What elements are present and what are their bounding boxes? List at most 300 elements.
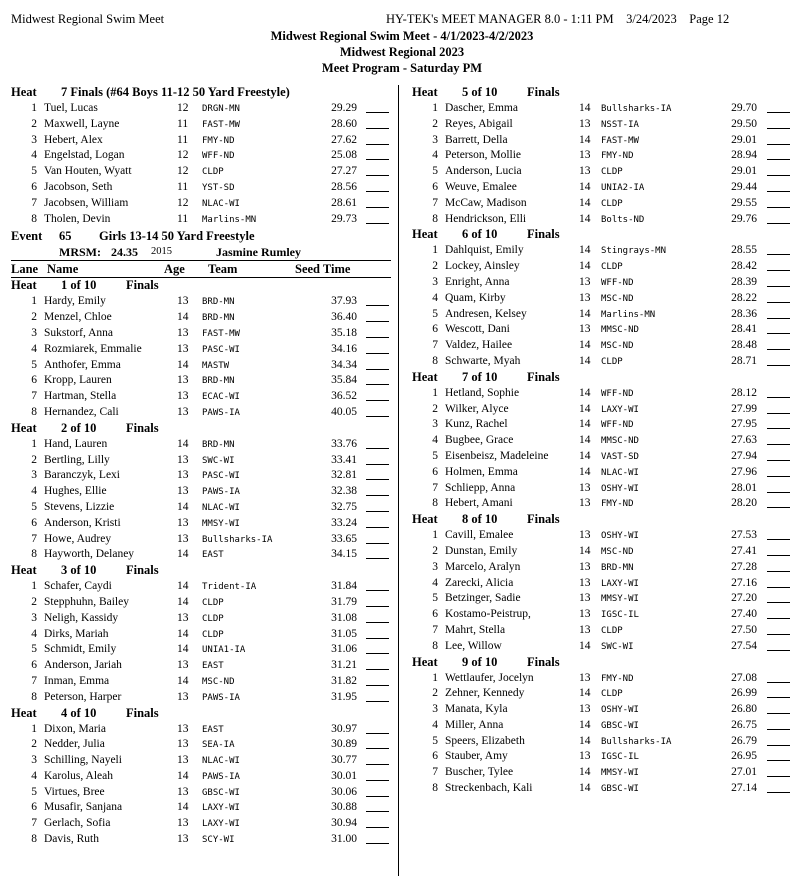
swimmer-team: LAXY-WI	[601, 578, 639, 589]
swimmer-name: Schliepp, Anna	[445, 481, 516, 494]
seed-time: 28.01	[731, 481, 757, 494]
swimmer-team: MSC-ND	[202, 676, 235, 687]
swimmer-row	[11, 674, 391, 690]
result-blank-line	[366, 501, 389, 512]
result-blank-line	[366, 118, 389, 129]
swimmer-name: Kunz, Rachel	[445, 418, 508, 431]
lane-number: 5	[31, 500, 37, 513]
lane-number: 3	[432, 418, 438, 431]
record-holder: Jasmine Rumley	[216, 245, 301, 260]
swimmer-age: 13	[177, 659, 189, 672]
swimmer-age: 13	[177, 390, 189, 403]
result-blank-line	[767, 735, 790, 746]
result-blank-line	[767, 308, 790, 319]
swimmer-team: PASC-WI	[202, 344, 240, 355]
seed-time: 30.06	[331, 785, 357, 798]
heat-number: 7 Finals (#64 Boys 11-12 50 Yard Freestyle)	[61, 85, 290, 99]
result-blank-line	[366, 786, 389, 797]
swimmer-age: 12	[177, 102, 189, 114]
swimmer-row	[11, 579, 391, 595]
result-blank-line	[767, 260, 790, 271]
result-blank-line	[767, 165, 790, 176]
result-blank-line	[767, 592, 790, 603]
seed-time: 35.84	[331, 374, 357, 387]
lane-number: 3	[31, 611, 37, 624]
swimmer-name: Speers, Elizabeth	[445, 734, 525, 747]
result-blank-line	[366, 213, 389, 224]
swimmer-row	[412, 496, 792, 512]
seed-time: 27.16	[731, 576, 757, 589]
swimmer-name: Quam, Kirby	[445, 291, 506, 304]
swimmer-age: 13	[177, 611, 189, 624]
lane-number: 7	[432, 481, 438, 494]
col-lane: Lane	[11, 262, 39, 277]
swimmer-row	[11, 437, 391, 453]
seed-time: 36.52	[331, 390, 357, 403]
swimmer-row	[11, 722, 391, 738]
swimmer-row	[412, 765, 792, 781]
swimmer-row	[11, 658, 391, 674]
lane-number: 3	[432, 275, 438, 288]
heat-number: 8 of 10	[462, 512, 498, 527]
title-line-3: Meet Program - Saturday PM	[321, 61, 483, 75]
swimmer-name: Hebert, Alex	[44, 133, 103, 146]
heat-label: Heat	[11, 563, 37, 578]
event-number: 65	[59, 229, 72, 244]
swimmer-age: 13	[177, 326, 189, 339]
swimmer-name: Karolus, Aleah	[44, 769, 113, 782]
lane-number: 3	[31, 133, 37, 146]
swimmer-row	[11, 468, 391, 484]
swimmer-row	[11, 342, 391, 358]
heat-label: Heat	[11, 705, 37, 720]
result-blank-line	[366, 596, 389, 607]
swimmer-team: MSC-ND	[601, 293, 634, 304]
lane-number: 2	[432, 544, 438, 557]
swimmer-team: MMSY-WI	[601, 594, 639, 605]
heat-header	[412, 655, 792, 671]
swimmer-team: GBSC-WI	[601, 720, 639, 731]
swimmer-age: 14	[177, 500, 189, 513]
seed-time: 28.12	[731, 386, 757, 399]
swimmer-row	[11, 196, 391, 212]
swimmer-age: 13	[177, 833, 189, 846]
swimmer-name: Hebert, Amani	[445, 497, 513, 510]
result-blank-line	[366, 659, 389, 670]
heat-header	[11, 563, 391, 579]
swimmer-team: LAXY-WI	[202, 819, 240, 830]
lane-number: 3	[432, 133, 438, 146]
result-blank-line	[366, 438, 389, 449]
result-blank-line	[767, 244, 790, 255]
swimmer-age: 13	[579, 608, 591, 621]
swimmer-row	[412, 180, 792, 196]
result-blank-line	[366, 454, 389, 465]
result-blank-line	[767, 149, 790, 160]
swimmer-name: Menzel, Chloe	[44, 311, 112, 324]
result-blank-line	[366, 343, 389, 354]
swimmer-name: Kropp, Lauren	[44, 374, 112, 387]
swimmer-row	[11, 133, 391, 149]
swimmer-name: Dascher, Emma	[445, 102, 518, 114]
swimmer-team: UNIA1-IA	[202, 645, 246, 656]
swimmer-age: 13	[579, 323, 591, 336]
swimmer-age: 14	[579, 386, 591, 399]
swimmer-age: 14	[177, 437, 189, 450]
swimmer-name: Miller, Anna	[445, 718, 504, 731]
seed-time: 31.82	[331, 674, 357, 687]
swimmer-age: 13	[177, 754, 189, 767]
swimmer-age: 14	[177, 643, 189, 656]
result-blank-line	[767, 672, 790, 683]
heat-header	[412, 512, 792, 528]
result-blank-line	[366, 485, 389, 496]
heat-label: Heat	[412, 512, 438, 527]
result-blank-line	[366, 817, 389, 828]
swimmer-team: WFF-ND	[601, 388, 634, 399]
result-blank-line	[767, 687, 790, 698]
swimmer-row	[412, 449, 792, 465]
lane-number: 4	[432, 718, 438, 731]
swimmer-team: CLDP	[202, 629, 224, 640]
swimmer-team: PASC-WI	[202, 471, 240, 482]
swimmer-row	[412, 417, 792, 433]
swimmer-age: 13	[177, 453, 189, 466]
swimmer-name: Baranczyk, Lexi	[44, 469, 120, 482]
lane-number: 4	[31, 485, 37, 498]
swimmer-age: 13	[177, 295, 189, 308]
seed-time: 27.40	[731, 608, 757, 621]
seed-time: 28.56	[331, 180, 357, 193]
result-blank-line	[767, 339, 790, 350]
lane-number: 3	[432, 703, 438, 716]
swimmer-name: Zarecki, Alicia	[445, 576, 514, 589]
swimmer-team: Bullsharks-IA	[601, 104, 672, 114]
lane-number: 6	[31, 659, 37, 672]
seed-time: 27.62	[331, 133, 357, 146]
seed-time: 33.41	[331, 453, 357, 466]
lane-number: 2	[31, 117, 37, 130]
result-blank-line	[366, 675, 389, 686]
swimmer-row	[412, 243, 792, 259]
swimmer-row	[11, 547, 391, 563]
result-blank-line	[767, 482, 790, 493]
swimmer-name: Hernandez, Cali	[44, 405, 119, 418]
swimmer-team: Bolts-ND	[601, 214, 645, 225]
lane-number: 6	[31, 374, 37, 387]
swimmer-team: FMY-ND	[601, 151, 634, 162]
swimmer-row	[412, 607, 792, 623]
lane-number: 3	[31, 469, 37, 482]
swimmer-team: Marlins-MN	[202, 214, 257, 225]
swimmer-row	[412, 465, 792, 481]
lane-number: 6	[432, 608, 438, 621]
result-blank-line	[767, 545, 790, 556]
result-blank-line	[767, 640, 790, 651]
result-blank-line	[366, 691, 389, 702]
seed-time: 28.39	[731, 275, 757, 288]
record-time: 24.35	[111, 245, 138, 260]
swimmer-age: 13	[579, 750, 591, 763]
seed-time: 32.38	[331, 485, 357, 498]
swimmer-age: 11	[177, 117, 189, 130]
swimmer-team: FMY-ND	[601, 673, 634, 684]
result-blank-line	[366, 374, 389, 385]
swimmer-team: EAST	[202, 724, 224, 735]
seed-time: 35.18	[331, 326, 357, 339]
lane-number: 1	[31, 295, 37, 308]
seed-time: 40.05	[331, 405, 357, 418]
swimmer-row	[11, 753, 391, 769]
lane-number: 5	[432, 734, 438, 747]
swimmer-name: Wescott, Dani	[445, 323, 510, 336]
swimmer-age: 14	[579, 782, 591, 795]
swimmer-name: Holmen, Emma	[445, 465, 518, 478]
lane-number: 5	[31, 785, 37, 798]
swimmer-row	[11, 611, 391, 627]
seed-time: 34.16	[331, 342, 357, 355]
seed-time: 32.75	[331, 500, 357, 513]
swimmer-name: Schwarte, Myah	[445, 354, 521, 367]
seed-time: 30.01	[331, 769, 357, 782]
swimmer-team: FAST-MW	[601, 135, 639, 146]
seed-time: 27.27	[331, 165, 357, 178]
swimmer-age: 14	[177, 627, 189, 640]
swimmer-team: LAXY-WI	[202, 803, 240, 814]
result-blank-line	[366, 197, 389, 208]
swimmer-team: CLDP	[601, 262, 623, 273]
lane-number: 4	[31, 342, 37, 355]
lane-number: 8	[432, 497, 438, 510]
swimmer-row	[412, 354, 792, 370]
seed-time: 28.48	[731, 339, 757, 352]
lane-number: 5	[31, 358, 37, 371]
lane-number: 5	[432, 592, 438, 605]
result-blank-line	[767, 134, 790, 145]
swimmer-team: CLDP	[202, 167, 224, 178]
seed-time: 28.36	[731, 307, 757, 320]
swimmer-team: WFF-ND	[601, 277, 634, 288]
swimmer-name: Hartman, Stella	[44, 390, 117, 403]
col-seed-time: Seed Time	[295, 262, 351, 277]
swimmer-name: Weuve, Emalee	[445, 180, 517, 193]
right-column	[412, 85, 792, 797]
swimmer-age: 14	[177, 311, 189, 324]
swimmer-row	[412, 386, 792, 402]
seed-time: 26.99	[731, 687, 757, 700]
result-blank-line	[366, 801, 389, 812]
swimmer-name: Tuel, Lucas	[44, 102, 98, 114]
swimmer-age: 14	[579, 418, 591, 431]
swimmer-team: Stingrays-MN	[601, 246, 667, 257]
swimmer-row	[11, 405, 391, 421]
swimmer-team: EAST	[202, 661, 224, 672]
swimmer-row	[412, 259, 792, 275]
swimmer-name: Peterson, Harper	[44, 690, 122, 703]
swimmer-name: Gerlach, Sofia	[44, 817, 111, 830]
swimmer-team: LAXY-WI	[601, 404, 639, 415]
swimmer-name: Tholen, Devin	[44, 212, 111, 225]
swimmer-team: NLAC-WI	[202, 756, 240, 767]
seed-time: 31.95	[331, 690, 357, 703]
seed-time: 29.01	[731, 133, 757, 146]
lane-number: 6	[31, 180, 37, 193]
seed-time: 31.08	[331, 611, 357, 624]
swimmer-row	[11, 164, 391, 180]
heat-header	[11, 706, 391, 722]
result-blank-line	[366, 469, 389, 480]
swimmer-age: 13	[177, 469, 189, 482]
swimmer-age: 13	[579, 291, 591, 304]
seed-time: 33.65	[331, 532, 357, 545]
result-blank-line	[366, 754, 389, 765]
swimmer-age: 13	[177, 738, 189, 751]
lane-number: 1	[31, 580, 37, 593]
swimmer-row	[11, 180, 391, 196]
swimmer-age: 13	[177, 405, 189, 418]
lane-number: 6	[432, 465, 438, 478]
result-blank-line	[366, 102, 389, 113]
result-blank-line	[767, 529, 790, 540]
seed-time: 29.50	[731, 117, 757, 130]
lane-number: 7	[432, 196, 438, 209]
swimmer-team: Bullsharks-IA	[601, 736, 672, 747]
swimmer-age: 13	[579, 149, 591, 162]
swimmer-age: 14	[579, 402, 591, 415]
seed-time: 28.60	[331, 117, 357, 130]
lane-number: 8	[432, 639, 438, 652]
swimmer-name: Anderson, Kristi	[44, 516, 121, 529]
swimmer-name: Streckenbach, Kali	[445, 782, 533, 795]
result-blank-line	[366, 359, 389, 370]
swimmer-name: Hardy, Emily	[44, 295, 106, 308]
lane-number: 5	[432, 449, 438, 462]
lane-number: 6	[432, 180, 438, 193]
swimmer-age: 11	[177, 133, 189, 146]
seed-time: 29.76	[731, 212, 757, 225]
swimmer-age: 14	[579, 434, 591, 447]
swimmer-age: 14	[579, 244, 591, 257]
swimmer-row	[412, 718, 792, 734]
swimmer-age: 13	[177, 690, 189, 703]
swimmer-name: Anthofer, Emma	[44, 358, 121, 371]
heat-label: Heat	[412, 227, 438, 242]
swimmer-team: Bullsharks-IA	[202, 534, 273, 545]
swimmer-team: CLDP	[601, 167, 623, 178]
swimmer-age: 14	[579, 196, 591, 209]
swimmer-team: BRD-MN	[601, 562, 634, 573]
swimmer-team: PAWS-IA	[202, 692, 240, 703]
swimmer-age: 12	[177, 196, 189, 209]
lane-number: 5	[432, 307, 438, 320]
result-blank-line	[366, 643, 389, 654]
swimmer-team: SWC-WI	[601, 641, 634, 652]
lane-number: 7	[432, 339, 438, 352]
seed-time: 27.53	[731, 529, 757, 542]
heat-label: Heat	[412, 369, 438, 384]
lane-number: 1	[432, 244, 438, 257]
result-blank-line	[366, 533, 389, 544]
result-blank-line	[366, 149, 389, 160]
swimmer-team: NLAC-WI	[202, 198, 240, 209]
event-name: Girls 13-14 50 Yard Freestyle	[99, 229, 255, 244]
swimmer-team: MSC-ND	[601, 546, 634, 557]
seed-time: 27.01	[731, 766, 757, 779]
swimmer-team: Trident-IA	[202, 582, 257, 593]
swimmer-name: Hendrickson, Elli	[445, 212, 527, 225]
lane-number: 8	[31, 548, 37, 561]
swimmer-row	[11, 373, 391, 389]
swimmer-row	[11, 212, 391, 228]
lane-number: 7	[432, 766, 438, 779]
swimmer-age: 12	[177, 165, 189, 178]
result-blank-line	[366, 390, 389, 401]
record-year: 2015	[151, 246, 172, 258]
swimmer-name: Lee, Willow	[445, 639, 502, 652]
heat-finals: Finals	[527, 369, 560, 384]
heat-number: 6 of 10	[462, 227, 498, 242]
swimmer-team: MASTW	[202, 360, 230, 371]
swimmer-row	[412, 338, 792, 354]
swimmer-name: Maxwell, Layne	[44, 117, 120, 130]
result-blank-line	[767, 434, 790, 445]
seed-time: 27.94	[731, 449, 757, 462]
swimmer-team: IGSC-IL	[601, 610, 639, 621]
heat-finals: Finals	[527, 654, 560, 669]
swimmer-age: 14	[579, 307, 591, 320]
swimmer-row	[11, 389, 391, 405]
result-blank-line	[366, 580, 389, 591]
seed-time: 28.55	[731, 244, 757, 257]
swimmer-age: 13	[579, 165, 591, 178]
swimmer-team: YST-SD	[202, 182, 235, 193]
swimmer-team: OSHY-WI	[601, 531, 639, 542]
swimmer-row	[11, 148, 391, 164]
swimmer-age: 11	[177, 180, 189, 193]
swimmer-age: 13	[177, 532, 189, 545]
seed-time: 34.34	[331, 358, 357, 371]
lane-number: 4	[31, 769, 37, 782]
swimmer-row	[412, 749, 792, 765]
result-blank-line	[767, 323, 790, 334]
seed-time: 29.29	[331, 102, 357, 114]
swimmer-row	[11, 642, 391, 658]
swimmer-age: 14	[579, 260, 591, 273]
lane-number: 4	[432, 576, 438, 589]
swimmer-name: Lockey, Ainsley	[445, 260, 520, 273]
swimmer-row	[412, 639, 792, 655]
swimmer-age: 14	[579, 212, 591, 225]
result-blank-line	[767, 355, 790, 366]
swimmer-name: Hand, Lauren	[44, 437, 108, 450]
swimmer-row	[11, 690, 391, 706]
record-label: MRSM:	[59, 245, 101, 260]
title-line-1: Midwest Regional Swim Meet - 4/1/2023-4/2/2023	[270, 29, 534, 43]
result-blank-line	[767, 418, 790, 429]
swimmer-team: CLDP	[601, 625, 623, 636]
swimmer-row	[412, 322, 792, 338]
swimmer-age: 13	[579, 117, 591, 130]
lane-number: 6	[31, 801, 37, 814]
swimmer-team: OSHY-WI	[601, 705, 639, 716]
result-blank-line	[366, 165, 389, 176]
swimmer-row	[11, 294, 391, 310]
swimmer-name: Mahrt, Stella	[445, 623, 506, 636]
swimmer-name: Dunstan, Emily	[445, 544, 518, 557]
swimmer-name: Zehner, Kennedy	[445, 687, 525, 700]
seed-time: 30.77	[331, 754, 357, 767]
swimmer-row	[11, 516, 391, 532]
